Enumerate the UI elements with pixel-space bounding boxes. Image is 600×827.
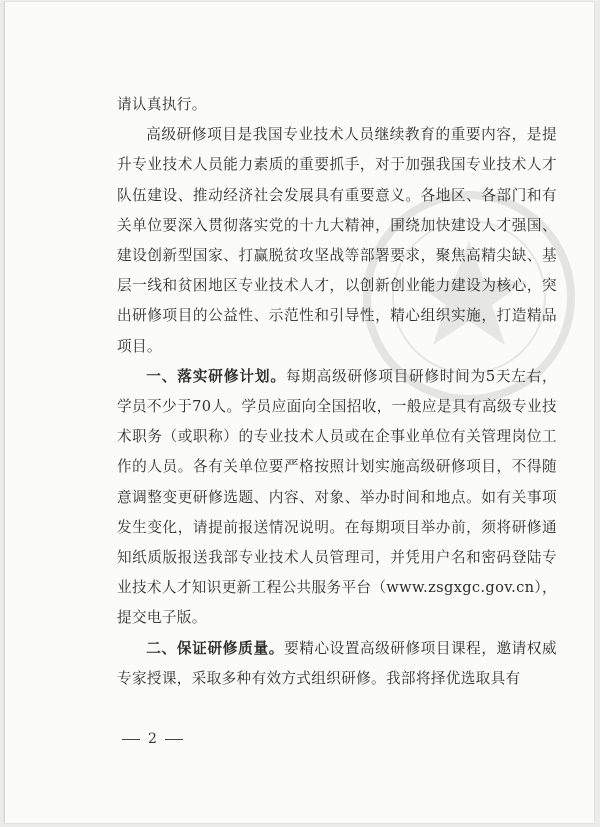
left-dash (122, 739, 140, 740)
paragraph-3 (117, 362, 557, 634)
paragraph-4-text: 要精心设置高级研修项目课程，邀请权威专家授课，采取多种有效方式组织研修。我部将择优选取具有 (117, 639, 557, 687)
right-dash (165, 739, 183, 740)
paragraph-4 (117, 634, 557, 694)
paragraph-1-text: 请认真执行。 (117, 96, 207, 113)
page-footer (122, 731, 183, 747)
page-number: 2 (148, 731, 157, 747)
section-heading-1: 一、落实研修计划。 (146, 367, 286, 385)
paragraph-2 (117, 120, 557, 362)
scan-edge (4, 2, 5, 823)
paragraph-1 (117, 90, 557, 120)
paragraph-3-text: 每期高级研修项目研修时间为5天左右，学员不少于70人。学员应面向全国招收，一般应是具有高级专业技术职务（或职称）的专业技术人员或在企事业单位有关管理岗位工作的人员。各有关单位要严格按照计划实施高级研修项目，不得随意调整变更研修选题、内容、对象、举办时间和地点。如有关事项发生变化，请提前报送情况说明。在每期项目举办前，须将研修通知纸质版报送我部专业技术人员管理司，并凭用户名和密码登陆专业技术人才知识更新工程公共服务平台（www.zsgxgc.gov.cn），提交电子版。 (117, 367, 557, 627)
document-page (4, 2, 594, 823)
paragraph-2-text: 高级研修项目是我国专业技术人员继续教育的重要内容，是提升专业技术人员能力素质的重要抓手，对于加强我国专业技术人才队伍建设、推动经济社会发展具有重要意义。各地区、各部门和有关单位要深入贯彻落实党的十九大精神，围绕加快建设人才强国、建设创新型国家、打赢脱贫攻坚战等部署要求，聚焦高精尖缺、基层一线和贫困地区专业技术人才，以创新创业能力建设为核心，突出研修项目的公益性、示范性和引导性，精心组织实施，打造精品项目。 (117, 126, 557, 355)
document-body (117, 90, 557, 694)
section-heading-2: 二、保证研修质量。 (146, 639, 285, 657)
